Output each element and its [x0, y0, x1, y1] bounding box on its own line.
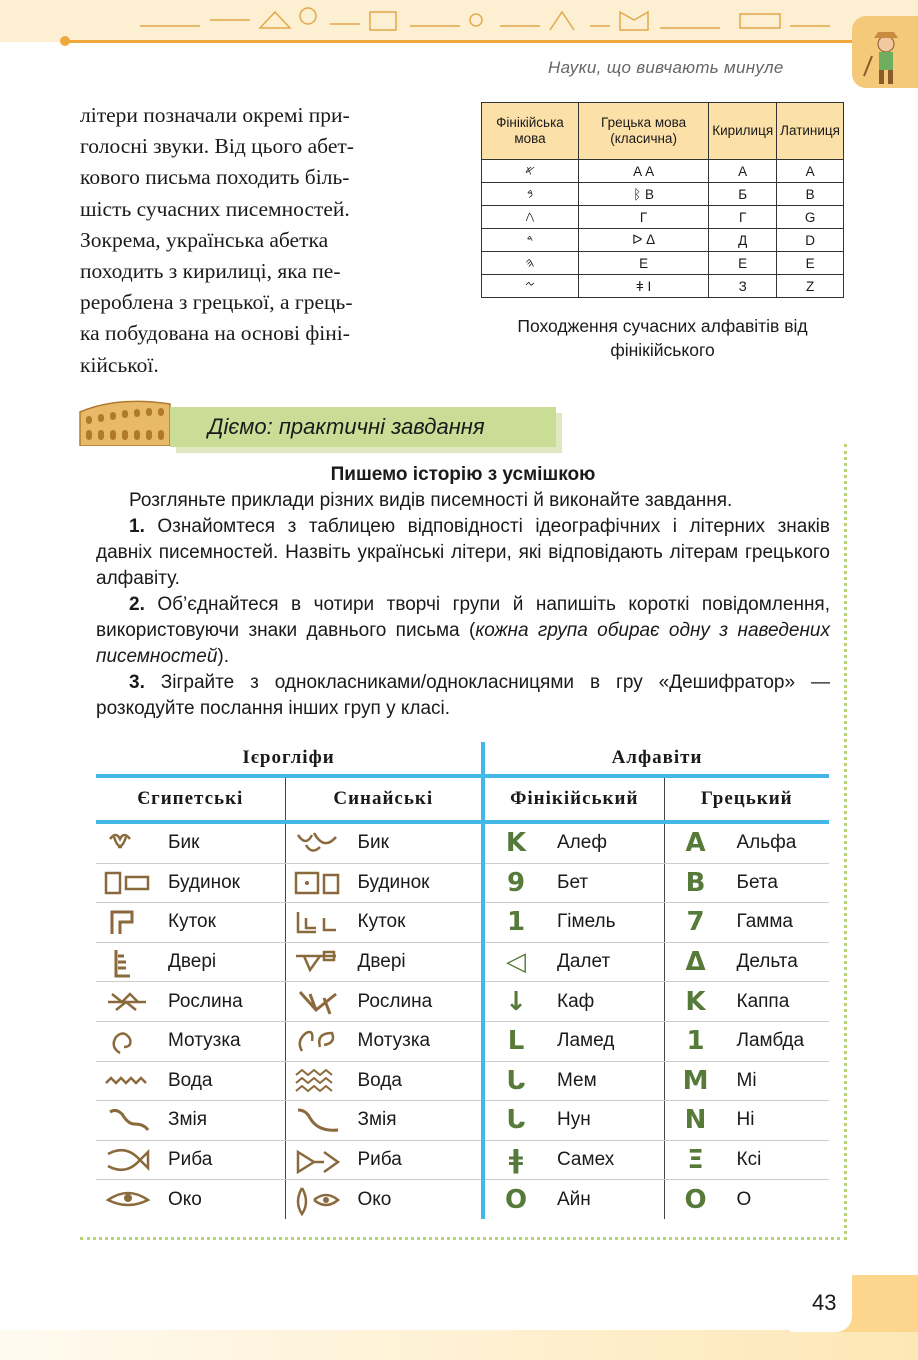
cell: 𐤁: [482, 183, 579, 206]
page-number: 43: [812, 1290, 837, 1315]
cell: A: [777, 160, 844, 183]
phoenician-letter-icon: 9: [506, 867, 526, 898]
col-header-greek: Грецький: [664, 776, 829, 822]
col-header-phoenician: Фінікійський: [483, 776, 664, 822]
table-row: [96, 863, 829, 903]
col-header: Фінікійська мова: [482, 103, 579, 160]
task-text: Ознайомтеся з таблицею відповідності ідеографічних і літерних знаків давніх писемностей. Назвіть українські літери, які відповідають літерам грецького алфавіту.: [96, 516, 830, 589]
cell: А: [709, 160, 777, 183]
table-row: [482, 183, 844, 206]
task-item-2: [96, 592, 830, 670]
sinaitic-meaning: Риба: [357, 1149, 402, 1171]
greek-letter-icon: O: [684, 1184, 707, 1215]
footer-band: [0, 1330, 918, 1360]
greek-letter-name: Бета: [736, 871, 778, 893]
egyptian-meaning: Рослина: [168, 990, 243, 1012]
intro-line: ка побудована на основі фіні-: [80, 321, 350, 346]
table-row: [96, 982, 829, 1022]
sinaitic-meaning: Будинок: [357, 871, 430, 893]
cell: E: [777, 252, 844, 275]
task-text: Об’єднайтеся в чотири творчі групи й напишіть короткі повідомлення, використовуючи знаки давнього письма (: [96, 594, 830, 641]
header-rule: [66, 40, 858, 43]
col-header: Кирилиця: [709, 103, 777, 160]
cell: З: [709, 275, 777, 298]
group-header-row: [96, 742, 829, 776]
phoenician-letter-icon: ↓: [505, 986, 527, 1017]
greek-letter-name: Ні: [736, 1109, 755, 1131]
phoenician-letter-name: Далет: [557, 951, 611, 973]
phoenician-letter-icon: ᒐ: [506, 1105, 526, 1136]
group-header-hieroglyphs: Ієрогліфи: [96, 742, 483, 776]
table-row: [482, 275, 844, 298]
greek-letter-name: О: [736, 1188, 752, 1210]
cell: Γ: [578, 206, 708, 229]
header-decoration: [140, 6, 840, 32]
sinaitic-meaning: Куток: [357, 911, 406, 933]
sinaitic-glyph-icon: [286, 947, 348, 977]
sinaitic-glyph-icon: [286, 1026, 348, 1056]
table-row: [482, 206, 844, 229]
intro-line: рероблена з грецької, а грець-: [80, 290, 353, 315]
cell: 𐤄: [482, 252, 579, 275]
intro-line: походить з кирилиці, яка пе-: [80, 259, 341, 284]
writing-systems-table: [96, 742, 829, 1219]
task-text-tail: ).: [217, 646, 229, 667]
egyptian-meaning: Змія: [168, 1109, 208, 1131]
phoenician-letter-name: Айн: [557, 1188, 591, 1210]
phoenician-letter-name: Бет: [557, 871, 589, 893]
task-intro: Розгляньте приклади різних видів писемності й виконайте завдання.: [129, 490, 733, 511]
section-title: Діємо: практичні завдання: [208, 414, 485, 439]
phoenician-letter-icon: ◁: [506, 947, 526, 978]
greek-letter-icon: 7: [686, 907, 705, 938]
sinaitic-meaning: Двері: [357, 951, 406, 973]
phoenician-letter-name: Каф: [557, 990, 595, 1012]
phoenician-letter-name: Алеф: [557, 832, 607, 854]
phoenician-letter-icon: K: [505, 828, 527, 859]
greek-letter-name: Дельта: [736, 951, 798, 973]
col-header-sinaitic: Синайські: [285, 776, 483, 822]
task-item-3: [96, 670, 830, 722]
table-row: [482, 160, 844, 183]
table-row: [96, 822, 829, 863]
greek-letter-icon: Δ: [685, 947, 706, 978]
egyptian-meaning: Куток: [168, 911, 216, 933]
phoenician-letter-icon: L: [507, 1026, 525, 1057]
table-row: [96, 1021, 829, 1061]
table-row: [96, 1061, 829, 1101]
sinaitic-meaning: Змія: [357, 1109, 397, 1131]
egyptian-glyph-icon: [96, 947, 158, 977]
column-header-row: [96, 776, 829, 822]
cell: D: [777, 229, 844, 252]
cell: G: [777, 206, 844, 229]
egyptian-glyph-icon: [96, 1026, 158, 1056]
egyptian-glyph-icon: [96, 907, 158, 937]
egyptian-glyph-icon: [96, 828, 158, 858]
sinaitic-glyph-icon: [286, 1185, 348, 1215]
table-row: [482, 229, 844, 252]
egyptian-glyph-icon: [96, 868, 158, 898]
col-header: Грецька мова (класична): [578, 103, 708, 160]
table-row: [96, 1140, 829, 1180]
cell: Д: [709, 229, 777, 252]
table-caption: Походження сучасних алфавітів від фінікійського: [517, 316, 808, 360]
phoenician-letter-icon: 1: [506, 907, 526, 938]
intro-line: кового письма походить біль-: [80, 165, 350, 190]
table-row: [96, 1180, 829, 1219]
cell: Α A: [578, 160, 708, 183]
greek-letter-name: Каппа: [736, 990, 790, 1012]
sinaitic-meaning: Бик: [357, 832, 389, 854]
phoenician-letter-name: Мем: [557, 1069, 597, 1091]
cell: 𐤀: [482, 160, 579, 183]
sinaitic-meaning: Мотузка: [357, 1030, 431, 1052]
cell: Б: [709, 183, 777, 206]
egyptian-meaning: Будинок: [168, 871, 240, 893]
phoenician-letter-name: Гімель: [557, 911, 616, 933]
greek-letter-name: Мі: [736, 1069, 757, 1091]
task-number: 1.: [129, 516, 145, 537]
egyptian-meaning: Бик: [168, 832, 200, 854]
explorer-icon: [852, 16, 918, 88]
greek-letter-icon: Ξ: [687, 1145, 704, 1176]
phoenician-letter-icon: ǂ: [508, 1145, 524, 1176]
greek-letter-icon: K: [685, 986, 706, 1017]
phoenician-letter-name: Самех: [557, 1149, 615, 1171]
cell: 𐤃: [482, 229, 579, 252]
phoenician-letter-name: Ламед: [557, 1030, 615, 1052]
intro-line: Зокрема, українська абетка: [80, 227, 329, 252]
colosseum-icon: [78, 390, 178, 446]
egyptian-glyph-icon: [96, 987, 158, 1017]
task-italic-note: кожна група обирає одну з наведених писемностей: [96, 620, 830, 667]
col-header: Латиниця: [777, 103, 844, 160]
greek-letter-name: Ламбда: [736, 1030, 805, 1052]
cell: 𐤂: [482, 206, 579, 229]
intro-line: кійської.: [80, 352, 159, 377]
cell: Z: [777, 275, 844, 298]
task-item-1: [96, 514, 830, 592]
sinaitic-glyph-icon: [286, 1145, 348, 1175]
egyptian-meaning: Риба: [168, 1149, 213, 1171]
greek-letter-icon: B: [685, 867, 706, 898]
cell: 𐤆: [482, 275, 579, 298]
egyptian-glyph-icon: [96, 1185, 158, 1215]
cell: E: [578, 252, 708, 275]
task-number: 3.: [129, 672, 145, 693]
cell: ᛒ B: [578, 183, 708, 206]
sinaitic-glyph-icon: [286, 987, 348, 1017]
intro-line: голосні звуки. Від цього абет-: [80, 134, 354, 159]
intro-line: літери позначали окремі при-: [80, 103, 350, 127]
greek-letter-name: Альфа: [736, 832, 797, 854]
sinaitic-meaning: Рослина: [357, 990, 433, 1012]
egyptian-meaning: Двері: [168, 951, 217, 973]
cell: E: [709, 252, 777, 275]
egyptian-meaning: Вода: [168, 1069, 213, 1091]
glyph-rows: [96, 822, 829, 1219]
table-row: [96, 942, 829, 982]
egyptian-glyph-icon: [96, 1145, 158, 1175]
table-row: [96, 1101, 829, 1141]
sinaitic-meaning: Око: [357, 1188, 392, 1210]
egyptian-meaning: Мотузка: [168, 1030, 241, 1052]
col-header-egyptian: Єгипетські: [96, 776, 285, 822]
cell: B: [777, 183, 844, 206]
sinaitic-glyph-icon: [286, 828, 348, 858]
table-row: [96, 903, 829, 943]
greek-letter-name: Ксі: [736, 1149, 762, 1171]
intro-paragraph: [80, 100, 458, 381]
sinaitic-glyph-icon: [286, 1105, 348, 1135]
greek-letter-icon: N: [684, 1105, 707, 1136]
intro-line: шість сучасних писемностей.: [80, 196, 350, 221]
header-rule-dot: [60, 36, 70, 46]
cell: ǂ I: [578, 275, 708, 298]
egyptian-glyph-icon: [96, 1105, 158, 1135]
egyptian-glyph-icon: [96, 1066, 158, 1096]
phoenician-letter-icon: O: [504, 1184, 528, 1215]
phoenician-letter-name: Нун: [557, 1109, 591, 1131]
task-block: [96, 462, 830, 722]
greek-letter-icon: M: [682, 1065, 709, 1096]
greek-letter-icon: 1: [686, 1026, 705, 1057]
egyptian-meaning: Око: [168, 1188, 202, 1210]
sinaitic-glyph-icon: [286, 1066, 348, 1096]
running-header: Науки, що вивчають минуле: [548, 58, 784, 77]
greek-letter-name: Гамма: [736, 911, 793, 933]
table-row: [482, 252, 844, 275]
table-header-row: [482, 103, 844, 160]
sinaitic-meaning: Вода: [357, 1069, 402, 1091]
cell: ᐅ Δ: [578, 229, 708, 252]
task-text: Зіграйте з однокласниками/однокласницями в гру «Дешифратор» — розкодуйте послання інших груп у класі.: [96, 672, 830, 719]
sinaitic-glyph-icon: [286, 868, 348, 898]
sinaitic-glyph-icon: [286, 907, 348, 937]
greek-letter-icon: A: [685, 828, 706, 859]
cell: Г: [709, 206, 777, 229]
task-number: 2.: [129, 594, 145, 615]
phoenician-letter-icon: ᒐ: [506, 1065, 526, 1096]
task-title: Пишемо історію з усмішкою: [330, 464, 596, 485]
alphabet-origin-table: [481, 102, 844, 298]
group-header-alphabets: Алфавіти: [483, 742, 829, 776]
